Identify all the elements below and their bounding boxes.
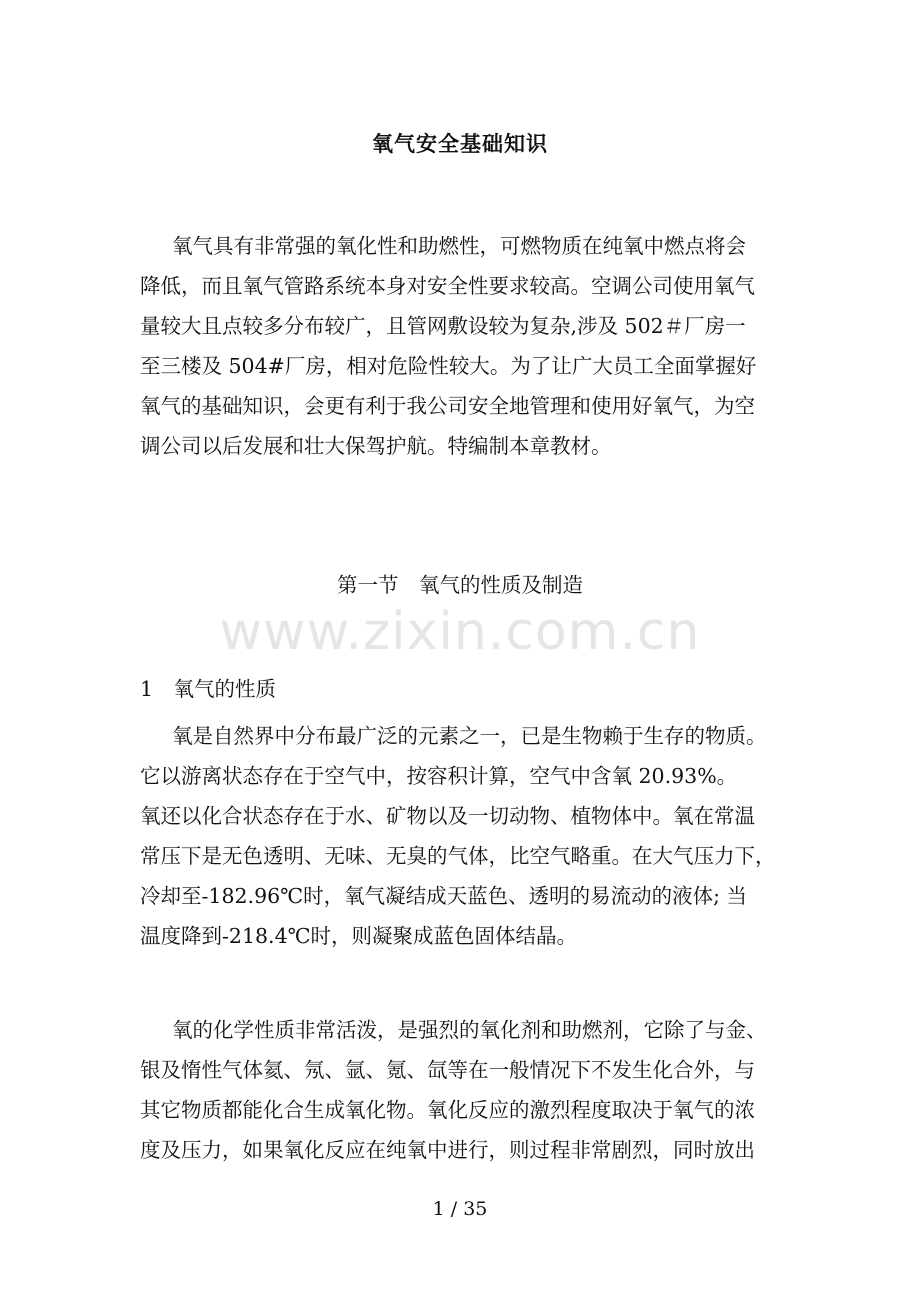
text-line: 氧还以化合状态存在于水、矿物以及一切动物、植物体中。氧在常温 — [140, 804, 755, 828]
document-title: 氧气安全基础知识 — [372, 131, 548, 156]
text-line: 调公司以后发展和壮大保驾护航。特编制本章教材。 — [140, 434, 612, 458]
text-line: 量较大且点较多分布较广，且管网敷设较为复杂,涉及 502＃厂房一 — [140, 314, 746, 338]
text-line: 冷却至-182.96℃时，氧气凝结成天蓝色、透明的易流动的液体; 当 — [140, 884, 748, 908]
properties-paragraph-2 — [140, 1010, 790, 1170]
text-line: 氧的化学性质非常活泼，是强烈的氧化剂和助燃剂，它除了与金、 — [172, 1018, 767, 1042]
subsection-heading: 1 氧气的性质 — [140, 677, 277, 701]
page-number: 1 / 35 — [432, 1198, 488, 1220]
text-line: 氧是自然界中分布最广泛的元素之一，已是生物赖于生存的物质。 — [172, 724, 767, 748]
text-line: 至三楼及 504#厂房，相对危险性较大。为了让广大员工全面掌握好 — [140, 354, 757, 378]
section-heading: 第一节 氧气的性质及制造 — [337, 573, 583, 597]
text-line: 降低，而且氧气管路系统本身对安全性要求较高。空调公司使用氧气 — [140, 274, 755, 298]
watermark: www.zixin.com.cn — [219, 602, 701, 662]
text-line: 氧气具有非常强的氧化性和助燃性，可燃物质在纯氧中燃点将会 — [172, 234, 746, 258]
text-line: 常压下是无色透明、无味、无臭的气体，比空气略重。在大气压力下， — [140, 844, 776, 868]
text-line: 度及压力，如果氧化反应在纯氧中进行，则过程非常剧烈，同时放出 — [140, 1138, 755, 1162]
intro-paragraph — [140, 226, 790, 466]
text-line: 温度降到-218.4℃时，则凝聚成蓝色固体结晶。 — [140, 924, 578, 948]
text-line: 银及惰性气体氦、氖、氩、氪、氙等在一般情况下不发生化合外，与 — [140, 1058, 755, 1082]
text-line: 其它物质都能化合生成氧化物。氧化反应的激烈程度取决于氧气的浓 — [140, 1098, 755, 1122]
text-line: 氧气的基础知识，会更有利于我公司安全地管理和使用好氧气，为空 — [140, 394, 755, 418]
text-line: 它以游离状态存在于空气中，按容积计算，空气中含氧 20.93%。 — [140, 764, 738, 788]
properties-paragraph-1 — [140, 716, 790, 956]
